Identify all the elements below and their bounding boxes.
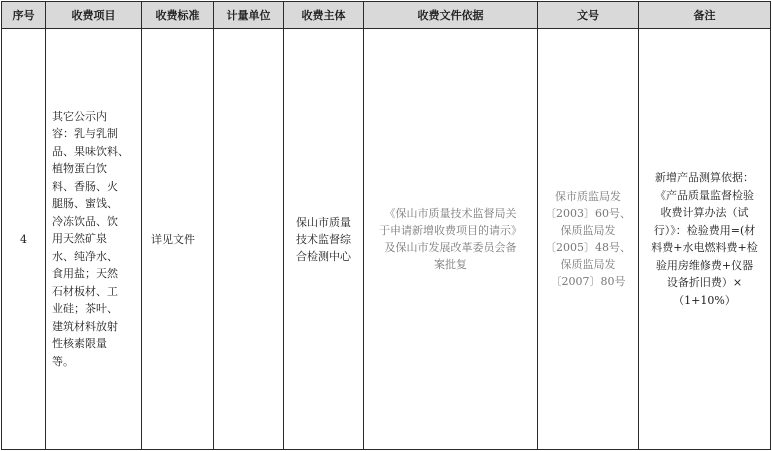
subject-line: 合检测中心	[296, 249, 351, 263]
cell-unit	[214, 29, 284, 450]
cell-standard: 详见文件	[142, 29, 214, 450]
header-row	[2, 2, 771, 29]
basis-line: 于申请新增收费项目的请示》	[379, 224, 522, 237]
header-note: 备注	[639, 2, 771, 29]
note-line: 新增产品测算依据：	[655, 171, 754, 184]
cell-seq: 4	[2, 29, 46, 450]
item-line: 腿肠、蜜饯、	[52, 197, 118, 211]
basis-line: 《保山市质量技术监督局关	[384, 207, 517, 220]
header-item: 收费项目	[46, 2, 142, 29]
item-line: 用天然矿泉	[52, 232, 107, 246]
item-line: 食用盐；天然	[52, 267, 118, 281]
header-unit: 计量单位	[214, 2, 284, 29]
cell-item	[46, 29, 142, 450]
docno-line: 〔2003〕60号、	[545, 207, 631, 220]
docno-line: 〔2007〕80号	[550, 275, 626, 288]
item-line: 容：乳与乳制	[52, 127, 118, 141]
note-line: 验用房维修费+仪器	[655, 258, 754, 272]
fee-table	[1, 1, 771, 450]
item-line: 水、纯净水、	[52, 249, 118, 263]
docno-line: 〔2005〕48号、	[545, 241, 631, 254]
cell-basis	[364, 29, 538, 450]
cell-note	[639, 29, 771, 450]
note-line: （1+10%）	[673, 293, 736, 307]
item-line: 其它公示内	[52, 109, 107, 123]
cell-subject	[284, 29, 364, 450]
item-line: 石材板材、工	[52, 284, 118, 298]
item-line: 植物蛋白饮	[52, 162, 107, 176]
item-line: 建筑材料放射	[52, 319, 118, 333]
note-line: 《产品质量监督检验	[655, 188, 754, 202]
cell-docno	[538, 29, 639, 450]
subject-line: 保山市质量	[296, 215, 351, 229]
item-line: 品、果味饮料、	[52, 144, 129, 158]
basis-line: 案批复	[434, 258, 467, 271]
note-line: 行）》：检验费用=(材	[653, 223, 756, 237]
table-row	[2, 29, 771, 450]
subject-line: 技术监督综	[296, 232, 351, 246]
docno-line: 保质监局发	[560, 258, 616, 271]
note-line: 设备折旧费）×	[666, 276, 743, 289]
basis-line: 及保山市发展改革委员会备	[384, 241, 517, 254]
header-standard: 收费标准	[142, 2, 214, 29]
note-line: 料费+水电燃料费+检	[651, 241, 758, 254]
header-basis: 收费文件依据	[364, 2, 538, 29]
item-line: 性核素限量	[52, 337, 107, 351]
header-docno: 文号	[538, 2, 639, 29]
note-line: 收费计算办法（试	[660, 206, 749, 219]
item-line: 冷冻饮品、饮	[52, 214, 118, 228]
item-line: 等。	[52, 354, 74, 368]
header-subject: 收费主体	[284, 2, 364, 29]
header-seq: 序号	[2, 2, 46, 29]
docno-line: 保质监局发	[560, 224, 616, 237]
item-line: 业硅；茶叶、	[52, 302, 118, 316]
docno-line: 保市质监局发	[555, 190, 621, 203]
item-line: 料、香肠、火	[52, 179, 118, 193]
